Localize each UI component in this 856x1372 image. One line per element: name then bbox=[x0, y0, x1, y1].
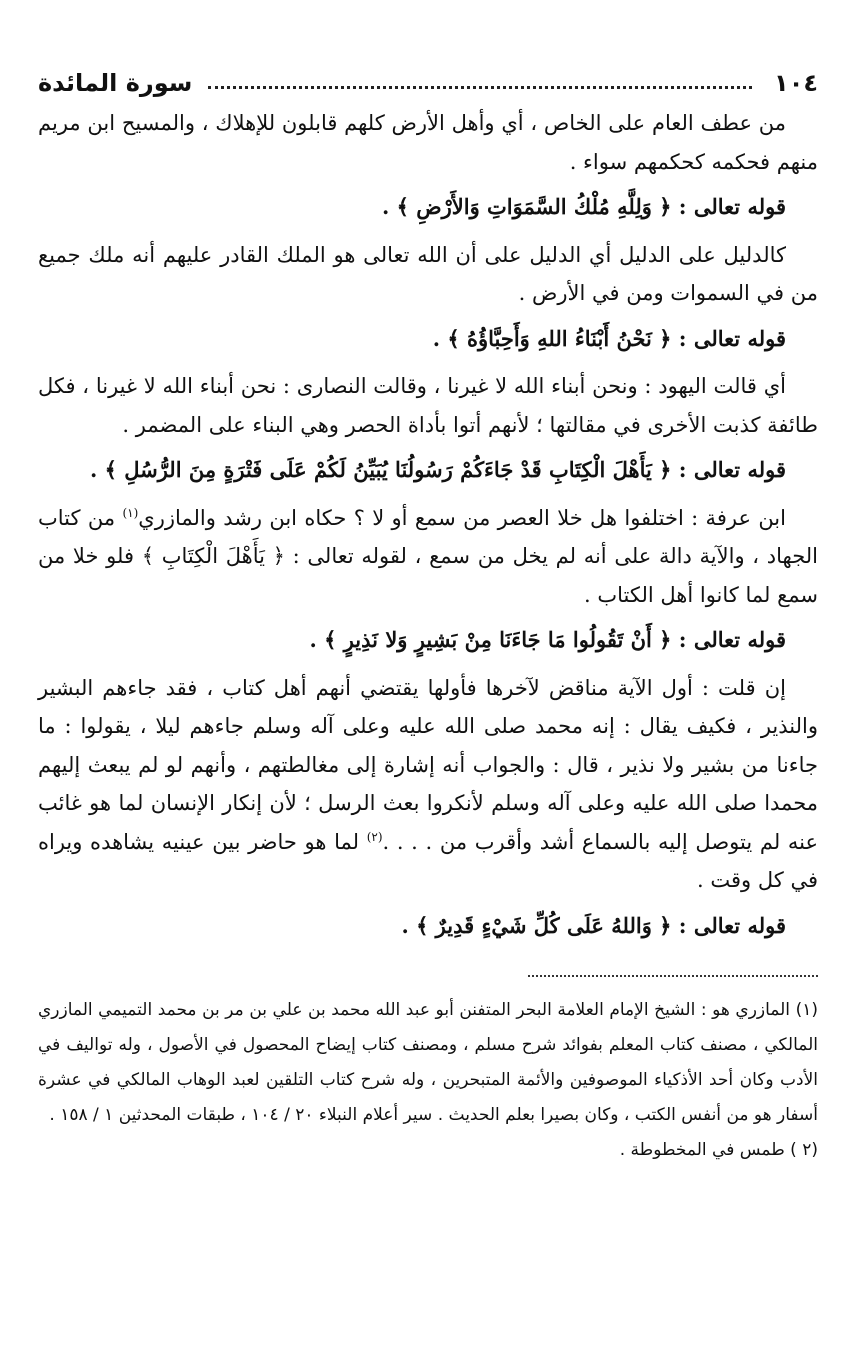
footnote-2: (٢ ) طمس في المخطوطة . bbox=[619, 1140, 818, 1160]
quran-verse: ﴿ يَأَهْلَ الْكِتَابِ قَدْ جَاءَكُمْ رَسُولُنَا يُبَيِّنُ لَكُمْ عَلَى فَتْرَةٍ مِنَ الرُّسُلِ ﴾ bbox=[104, 457, 672, 482]
footnotes bbox=[38, 993, 818, 1168]
verse-intro: قوله تعالى : bbox=[671, 627, 786, 652]
verse-intro: قوله تعالى : bbox=[671, 912, 786, 938]
verse-intro: قوله تعالى : bbox=[671, 325, 786, 351]
paragraph-3: أي قالت اليهود : ونحن أبناء الله لا غيرنا ، وقالت النصارى : نحن أبناء الله لا غيرنا ، فكل طائفة كذبت الأخرى في مقالتها ؛ لأنهم أتوا بأداة الحصر وهي البناء على المضمر . bbox=[38, 374, 818, 437]
paragraph-4-part-a: ابن عرفة : اختلفوا هل خلا العصر من سمع أو لا ؟ حكاه ابن رشد والمازري bbox=[138, 505, 786, 530]
quran-verse: ﴿ نَحْنُ أَبْنَاءُ اللهِ وَأَحِبَّاؤُهُ ﴾ bbox=[447, 325, 672, 351]
main-text bbox=[38, 104, 818, 945]
paragraph-5-part-b: لما هو حاضر بين عينيه يشاهده ويراه في كل وقت . bbox=[38, 829, 818, 892]
paragraph-2: كالدليل على الدليل أي الدليل على أن الله تعالى هو الملك القادر عليهم أنه ملك جميع من في السموات ومن في الأرض . bbox=[38, 242, 818, 305]
verse-heading-4 bbox=[38, 621, 818, 660]
verse-intro: قوله تعالى : bbox=[671, 457, 786, 482]
footnote-separator bbox=[528, 975, 818, 977]
verse-heading-3 bbox=[38, 451, 818, 490]
verse-heading-1 bbox=[38, 188, 818, 227]
quran-verse-inline: ﴿ يَأَهْلَ الْكِتَابِ ﴾ bbox=[141, 544, 285, 568]
document-page bbox=[38, 62, 818, 1168]
verse-intro: قوله تعالى : bbox=[671, 194, 786, 219]
quran-verse: ﴿ وَاللهُ عَلَى كُلِّ شَيْءٍ قَدِيرٌ ﴾ bbox=[416, 912, 672, 938]
verse-end: . bbox=[89, 457, 105, 482]
paragraph-5 bbox=[38, 669, 818, 900]
footnote-ref-1: (١) bbox=[122, 505, 139, 520]
paragraph-4 bbox=[38, 499, 818, 615]
verse-heading-5 bbox=[38, 907, 818, 946]
footnote-1: (١) المازري هو : الشيخ الإمام العلامة البحر المتفنن أبو عبد الله محمد بن علي بن مر بن محمد التميمي المازري المالكي ، مصنف كتاب المعلم بفوائد شرح مسلم ، ومصنف كتاب إيضاح المحصول في الأصول ، وله تواليف في الأدب وكان أحد الأذكياء الموصوفين والأئمة المتبحرين ، وله شرح كتاب التلقين لعبد الوهاب المالكي في عشرة أسفار هو من أنفس الكتب ، وكان بصيرا بعلم الحديث . سير أعلام النبلاء ٢٠ / ١٠٤ ، طبقات المحدثين ١ / ١٥٨ . bbox=[38, 1000, 818, 1125]
verse-end: . bbox=[309, 627, 325, 652]
paragraph-4-part-b: من كتاب الجهاد ، والآية دالة على أنه لم يخل من سمع ، لقوله تعالى : bbox=[38, 505, 818, 568]
quran-verse: ﴿ وَلِلَّهِ مُلْكُ السَّمَوَاتِ وَالأَرْضِ ﴾ bbox=[396, 194, 672, 219]
verse-end: . bbox=[382, 194, 397, 219]
page-number: ١٠٤ bbox=[774, 69, 818, 97]
paragraph-1: من عطف العام على الخاص ، أي وأهل الأرض كلهم قابلون للإهلاك ، والمسيح ابن مريم منهم فحكمه كحكمهم سواء . bbox=[38, 111, 818, 174]
surah-title: سورة المائدة bbox=[38, 69, 193, 97]
verse-end: . bbox=[432, 325, 448, 351]
quran-verse: ﴿ أَنْ تَقُولُوا مَا جَاءَنَا مِنْ بَشِيرٍ وَلا نَذِيرٍ ﴾ bbox=[324, 627, 672, 652]
paragraph-4-part-c: فلو خلا من سمع لما كانوا أهل الكتاب . bbox=[38, 544, 818, 607]
header-dotted-rule bbox=[208, 86, 752, 89]
verse-end: . bbox=[401, 912, 417, 938]
paragraph-5-part-a: إن قلت : أول الآية مناقض لآخرها فأولها يقتضي أنهم أهل كتاب ، فقد جاءهم البشير والنذير ، فكيف يقال : إنه محمد صلى الله عليه وعلى آله وسلم جاءهم ليلا ، يقولوا : ما جاءنا من بشير ولا نذير ، قال : والجواب أنه إشارة إلى مغالطتهم ، وأنهم لو لم يبعث إليهم محمدا صلى الله عليه وعلى آله وسلم لأنكروا بعث الرسل ؛ لأن إنكار الإنسان لما هو غائب عنه لم يتوصل إليه بالسماع أشد وأقرب من . . . . bbox=[38, 675, 818, 854]
verse-heading-2 bbox=[38, 320, 818, 359]
footnote-ref-2: (٢) bbox=[366, 829, 383, 844]
page-header bbox=[38, 62, 818, 104]
